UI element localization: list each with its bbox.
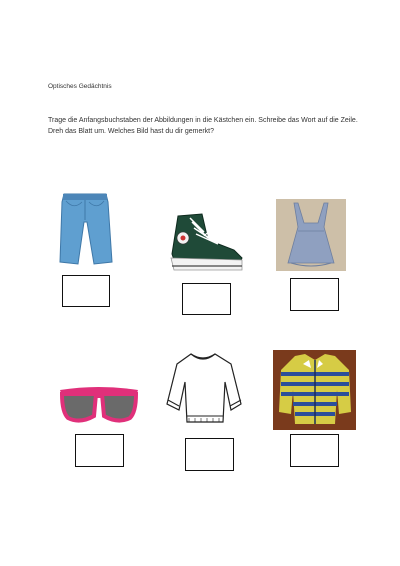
worksheet-title: Optisches Gedächtnis bbox=[48, 83, 112, 90]
sneaker-icon bbox=[168, 210, 248, 276]
answer-box-dress[interactable] bbox=[290, 278, 339, 311]
answer-box-sneaker[interactable] bbox=[182, 283, 231, 315]
sweater-icon bbox=[165, 348, 243, 428]
answer-box-sunglasses[interactable] bbox=[75, 434, 124, 467]
jeans-icon bbox=[56, 192, 116, 266]
answer-box-jacket[interactable] bbox=[290, 434, 339, 467]
dress-icon bbox=[276, 199, 346, 271]
jacket-icon bbox=[273, 350, 356, 430]
answer-box-jeans[interactable] bbox=[62, 275, 110, 307]
sunglasses-icon bbox=[58, 384, 140, 426]
answer-box-sweater[interactable] bbox=[185, 438, 234, 471]
worksheet-instructions: Trage die Anfangsbuchstaben der Abbildungen in die Kästchen ein. Schreibe das Wort auf die Zeile. Dreh das Blatt um. Welches Bild hast du dir gemerkt? bbox=[48, 117, 358, 135]
